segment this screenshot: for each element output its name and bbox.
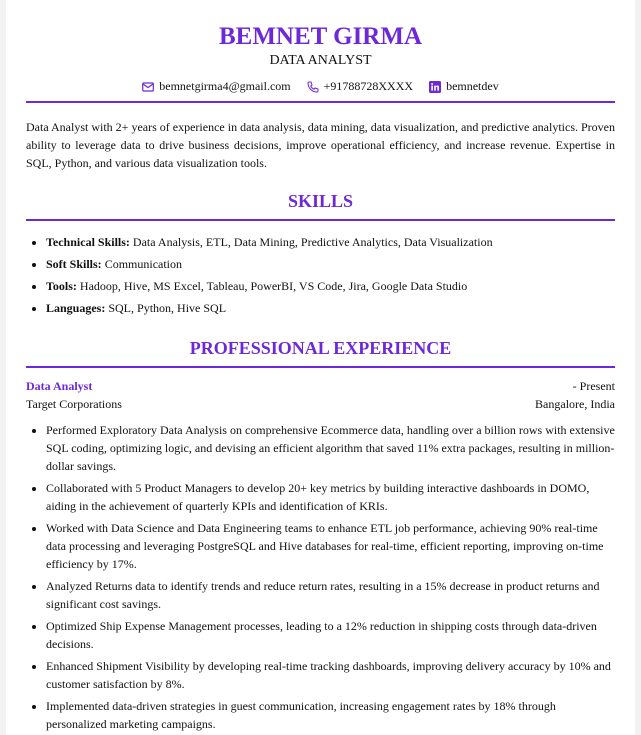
phone-icon <box>307 81 319 93</box>
candidate-name: BEMNET GIRMA <box>218 23 423 50</box>
job-dates: - Present <box>572 379 615 393</box>
job-bullet: • Optimized Ship Expense Management processes, leading to a 12% reduction in shipping costs through data-driven decisions. <box>46 617 615 653</box>
experience-divider <box>26 366 615 368</box>
experience-heading: PROFESSIONAL EXPERIENCE <box>189 338 452 358</box>
mail-icon <box>142 81 154 93</box>
skills-heading: SKILLS <box>287 191 354 211</box>
contact-email[interactable]: bemnetgirma4@gmail.com <box>142 79 290 94</box>
job-bullets <box>26 421 615 733</box>
skill-item: • Languages: SQL, Python, Hive SQL <box>46 297 615 319</box>
job-location: Bangalore, India <box>535 397 615 411</box>
job-company: Target Corporations <box>26 397 122 411</box>
job-entry <box>26 377 615 733</box>
candidate-title: DATA ANALYST <box>269 53 372 68</box>
job-bullet: • Collaborated with 5 Product Managers to develop 20+ key metrics by building interactive dashboards in DOMO, aiding in the achievement of quarterly KPIs and identification of KRIs. <box>46 479 615 515</box>
job-bullet: • Enhanced Shipment Visibility by developing real-time tracking dashboards, improving delivery accuracy by 10% and customer satisfaction by 8%. <box>46 657 615 693</box>
skills-list <box>26 231 615 319</box>
resume-page <box>6 0 635 735</box>
contact-bar <box>26 79 615 94</box>
summary: Data Analyst with 2+ years of experience in data analysis, data mining, data visualization, and predictive analytics. Proven ability to leverage data to drive business decisions, improve operational efficiency, and increase revenue. Expertise in SQL, Python, and various data visualization tools. <box>26 120 615 170</box>
skill-item: • Technical Skills: Data Analysis, ETL, Data Mining, Predictive Analytics, Data Visualization <box>46 231 615 253</box>
skill-item: • Soft Skills: Communication <box>46 253 615 275</box>
linkedin-icon <box>429 81 441 93</box>
job-bullet: • Performed Exploratory Data Analysis on comprehensive Ecommerce data, handling over a billion rows with extensive SQL coding, optimizing logic, and devising an efficient algorithm that saved 11% extra packages, resulting in million-dollar savings. <box>46 421 615 475</box>
job-bullet: • Worked with Data Science and Data Engineering teams to enhance ETL job performance, achieving 90% real-time data processing and leveraging PostgreSQL and Hive databases for real-time, efficient reporting, improving on-time efficiency by 17%. <box>46 519 615 573</box>
contact-phone[interactable]: +91788728XXXX <box>307 79 413 94</box>
skills-divider <box>26 219 615 221</box>
job-bullet: • Implemented data-driven strategies in guest communication, increasing engagement rates by 18% through personalized marketing campaigns. <box>46 697 615 733</box>
job-title: Data Analyst <box>26 379 93 393</box>
header-divider <box>26 101 615 103</box>
skill-item: • Tools: Hadoop, Hive, MS Excel, Tableau, PowerBI, VS Code, Jira, Google Data Studio <box>46 275 615 297</box>
contact-linkedin[interactable]: bemnetdev <box>429 79 499 94</box>
job-bullet: • Analyzed Returns data to identify trends and reduce return rates, resulting in a 15% decrease in product returns and significant cost savings. <box>46 577 615 613</box>
